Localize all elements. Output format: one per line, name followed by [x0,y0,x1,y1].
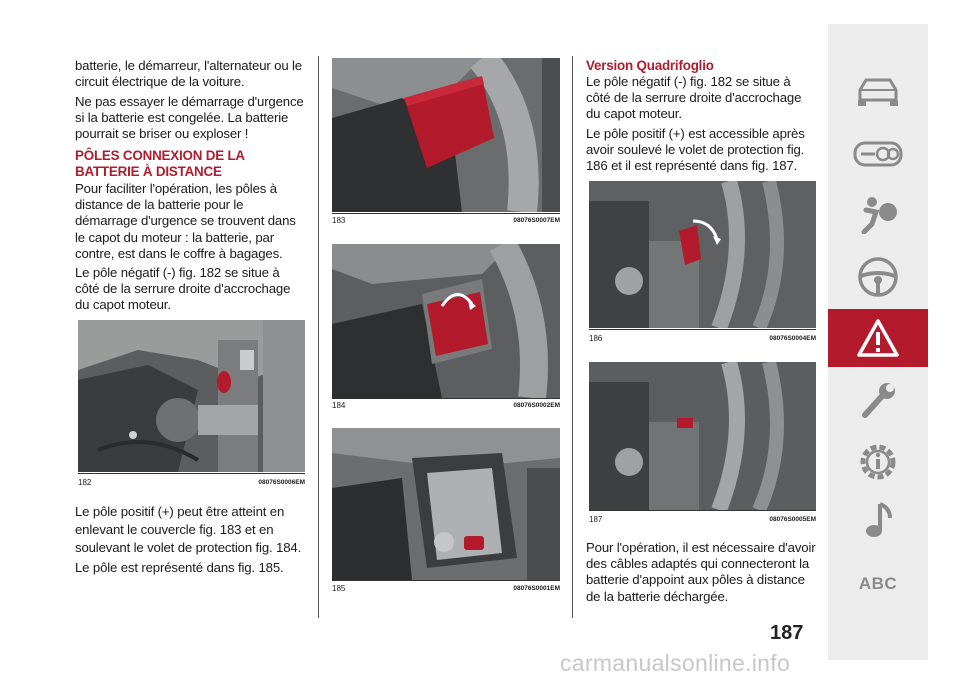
airbag-icon [856,194,900,234]
abc-label: ABC [858,574,898,593]
chapter-emergency[interactable] [828,309,928,367]
section-heading: PÔLES CONNEXION DE LA BATTERIE À DISTANCE [75,148,245,179]
figure-divider [78,473,305,474]
figure-number: 185 [332,584,346,593]
watermark: carmanualsonline.info [560,650,791,676]
figure-number: 186 [589,334,603,343]
figure-182-image [78,320,305,472]
figure-divider [332,398,560,399]
figure-number: 182 [78,478,92,487]
figure-divider [589,329,816,330]
wrench-icon [857,379,899,421]
figure-186-caption [589,334,816,344]
dashboard-icon [853,139,903,169]
chapter-safety[interactable] [828,185,928,243]
paragraph: Le pôle est représenté dans fig. 185. [75,560,284,575]
chapter-car[interactable] [828,62,928,120]
figure-code: 08076S0004EM [769,335,816,342]
figure-184-caption [332,401,560,411]
figure-182-caption [78,478,305,488]
chapter-maintenance[interactable] [828,371,928,429]
chapter-dashboard[interactable] [828,125,928,183]
paragraph: Ne pas essayer le démarrage d'urgence si la batterie est congelée. La batterie pourrait se briser ou exploser ! [75,94,304,142]
info-gear-icon [857,441,899,483]
paragraph: Pour l'opération, il est nécessaire d'avoir des câbles adaptés qui connecteront la batterie d'appoint aux pôles à distance de la batterie déchargée. [586,540,816,604]
figure-184-image [332,244,560,398]
figure-187-caption [589,515,816,525]
chapter-sidebar [828,24,928,660]
figure-code: 08076S0002EM [513,402,560,409]
figure-186-image [589,181,816,328]
steering-wheel-icon [857,256,899,298]
figure-number: 183 [332,216,346,225]
figure-number: 187 [589,515,603,524]
chapter-driving[interactable] [828,248,928,306]
chapter-index[interactable] [828,555,928,613]
paragraph: batterie, le démarreur, l'alternateur ou le circuit électrique de la voiture. [75,58,302,90]
figure-183-image [332,58,560,212]
warning-icon [856,318,900,358]
figure-187-image [589,362,816,510]
figure-code: 08076S0005EM [769,516,816,523]
figure-divider [589,510,816,511]
figure-code: 08076S0001EM [513,585,560,592]
figure-divider [332,213,560,214]
figure-divider [332,580,560,581]
column-divider [572,56,573,618]
paragraph: Le pôle négatif (-) fig. 182 se situe à côté de la serrure droite d'accrochage du capot moteur. [75,265,291,313]
section-heading: Version Quadrifoglio [586,58,714,73]
figure-185-image [332,428,560,580]
paragraph: Le pôle négatif (-) fig. 182 se situe à côté de la serrure droite d'accrochage du capot moteur. [586,74,802,122]
music-note-icon [860,500,896,540]
figure-code: 08076S0007EM [513,217,560,224]
page-number: 187 [770,622,804,644]
figure-number: 184 [332,401,346,410]
column-divider [318,56,319,618]
figure-code: 08076S0006EM [258,479,305,486]
figure-183-caption [332,216,560,226]
figure-185-caption [332,584,560,594]
paragraph: Pour faciliter l'opération, les pôles à distance de la batterie pour le démarrage d'urgence se trouvent dans le capot du moteur : la batterie, par contre, est dans le coffre à bagages. [75,181,296,261]
car-icon [854,74,902,108]
paragraph: Le pôle positif (+) peut être atteint en enlevant le couvercle fig. 183 et en soulevant le volet de protection fig. 184. [75,504,302,555]
paragraph: Le pôle positif (+) est accessible après avoir soulevé le volet de protection fig. 186 et il est représenté dans fig. 187. [586,126,805,174]
chapter-multimedia[interactable] [828,491,928,549]
chapter-technical-data[interactable] [828,433,928,491]
